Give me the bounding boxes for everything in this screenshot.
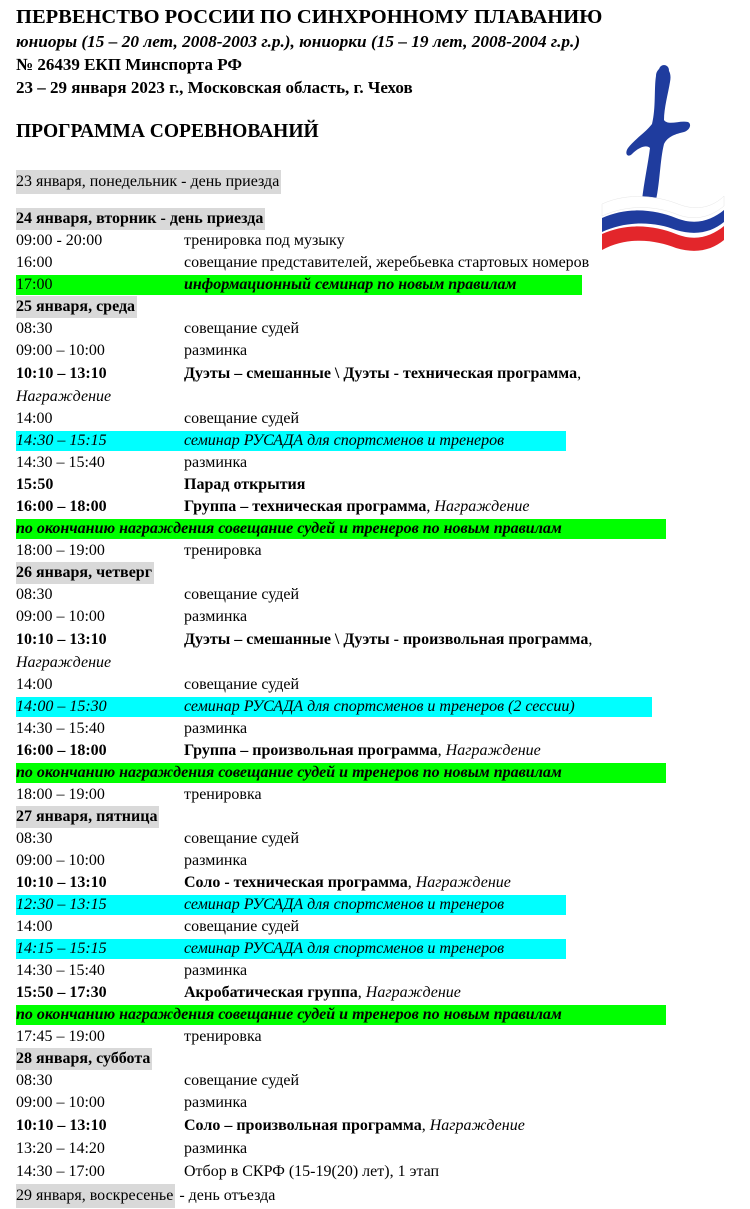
schedule-row xyxy=(16,1138,736,1160)
note-cell: по окончанию награждения совещание судей и тренеров по новым правилам xyxy=(16,1006,562,1023)
day-heading-row xyxy=(16,296,736,318)
event-cell: Группа – техническая программа xyxy=(184,498,427,515)
time-cell: 14:30 – 15:40 xyxy=(16,962,105,979)
award-note: Награждение xyxy=(434,498,530,515)
schedule-row-highlighted xyxy=(16,762,736,784)
time-cell: 14:00 xyxy=(16,676,53,693)
time-cell: 14:30 – 15:40 xyxy=(16,454,105,471)
time-cell: 08:30 xyxy=(16,586,53,603)
schedule-row xyxy=(16,584,736,606)
time-cell: 10:10 – 13:10 xyxy=(16,631,107,648)
schedule-row-highlighted xyxy=(16,696,736,718)
schedule-row: 16:00 – 18:00 Группа – техническая программа, Награждение xyxy=(16,496,736,518)
schedule-row-highlighted xyxy=(16,430,736,452)
schedule-row: 15:50 – 17:30 Акробатическая группа, Награждение xyxy=(16,982,736,1004)
dates-and-place: 23 – 29 января 2023 г., Московская область, г. Чехов xyxy=(16,78,413,97)
day-heading: 23 января, понедельник - день приезда xyxy=(16,170,281,194)
day-heading: 26 января, четверг xyxy=(16,562,154,584)
time-cell: 16:00 – 18:00 xyxy=(16,742,107,759)
time-cell: 08:30 xyxy=(16,1072,53,1089)
schedule-row xyxy=(16,362,736,386)
note-cell: по окончанию награждения совещание судей и тренеров по новым правилам xyxy=(16,520,562,537)
time-cell: 14:00 – 15:30 xyxy=(16,698,107,715)
schedule-row-highlighted xyxy=(16,938,736,960)
time-cell: 17:00 xyxy=(16,276,53,293)
time-cell: 09:00 – 10:00 xyxy=(16,852,105,869)
award-note: Награждение xyxy=(415,874,511,891)
note-cell: по окончанию награждения совещание судей и тренеров по новым правилам xyxy=(16,764,562,781)
schedule-row xyxy=(16,784,736,806)
event-cell: разминка xyxy=(184,720,248,737)
time-cell: 14:00 xyxy=(16,918,53,935)
time-cell: 09:00 – 10:00 xyxy=(16,1094,105,1111)
schedule-row-highlighted xyxy=(16,518,736,540)
day-heading: 28 января, суббота xyxy=(16,1048,152,1070)
schedule-row xyxy=(16,850,736,872)
day-heading-row xyxy=(16,208,736,230)
event-cell: семинар РУСАДА для спортсменов и тренеров xyxy=(184,432,505,449)
award-note: Награждение xyxy=(429,1117,525,1134)
event-cell: тренировка xyxy=(184,786,262,803)
award-note: Награждение xyxy=(16,388,112,405)
time-cell: 14:15 – 15:15 xyxy=(16,940,107,957)
event-cell: совещание судей xyxy=(184,1072,299,1089)
schedule-row-highlighted xyxy=(16,894,736,916)
time-cell: 13:20 – 14:20 xyxy=(16,1140,105,1157)
event-cell: разминка xyxy=(184,608,248,625)
award-note: Награждение xyxy=(445,742,541,759)
time-cell: 08:30 xyxy=(16,830,53,847)
schedule-row xyxy=(16,340,736,362)
schedule-row xyxy=(16,828,736,850)
event-cell: Акробатическая группа xyxy=(184,984,358,1001)
event-cell: семинар РУСАДА для спортсменов и тренеров xyxy=(184,940,505,957)
day-heading-row xyxy=(16,562,736,584)
event-cell: Парад открытия xyxy=(184,476,306,493)
event-cell: разминка xyxy=(184,454,248,471)
schedule-row-continuation xyxy=(16,386,736,408)
event-cell: Отбор в СКРФ (15-19(20) лет), 1 этап xyxy=(184,1163,440,1180)
schedule-row-highlighted xyxy=(16,1004,736,1026)
program-title: ПРОГРАММА СОРЕВНОВАНИЙ xyxy=(16,121,319,142)
event-cell: Соло - техническая программа xyxy=(184,874,408,891)
schedule-row: 10:10 – 13:10 Соло – произвольная программа, Награждение xyxy=(16,1114,736,1138)
time-cell: 09:00 - 20:00 xyxy=(16,232,103,249)
day-heading: 27 января, пятница xyxy=(16,806,159,828)
event-cell: разминка xyxy=(184,1094,248,1111)
time-cell: 18:00 – 19:00 xyxy=(16,542,105,559)
day-heading-row xyxy=(16,806,736,828)
time-cell: 08:30 xyxy=(16,320,53,337)
schedule-row xyxy=(16,718,736,740)
event-cell: тренировка под музыку xyxy=(184,232,345,249)
schedule-row xyxy=(16,540,736,562)
event-cell: тренировка xyxy=(184,542,262,559)
day-row-jan-29 xyxy=(16,1184,736,1208)
event-cell: информационный семинар по новым правилам xyxy=(184,276,517,293)
schedule-row xyxy=(16,252,736,274)
day-heading-row xyxy=(16,1048,736,1070)
schedule-row-continuation xyxy=(16,652,736,674)
time-cell: 09:00 – 10:00 xyxy=(16,342,105,359)
schedule-row xyxy=(16,1092,736,1114)
award-note: Награждение xyxy=(365,984,461,1001)
event-cell: Соло – произвольная программа xyxy=(184,1117,422,1134)
event-cell: совещание судей xyxy=(184,918,299,935)
schedule-row xyxy=(16,474,736,496)
day-heading: 24 января, вторник - день приезда xyxy=(16,208,265,230)
event-cell: семинар РУСАДА для спортсменов и тренеров (2 сессии) xyxy=(184,698,575,715)
event-cell: разминка xyxy=(184,852,248,869)
time-cell: 12:30 – 13:15 xyxy=(16,896,107,913)
event-cell: совещание представителей, жеребьевка стартовых номеров xyxy=(184,254,590,271)
schedule-row: 16:00 – 18:00 Группа – произвольная программа, Награждение xyxy=(16,740,736,762)
event-cell: совещание судей xyxy=(184,676,299,693)
event-cell: семинар РУСАДА для спортсменов и тренеров xyxy=(184,896,505,913)
age-groups-subtitle: юниоры (15 – 20 лет, 2008-2003 г.р.), юниорки (15 – 19 лет, 2008-2004 г.р.) xyxy=(16,32,581,51)
event-cell: разминка xyxy=(184,962,248,979)
schedule-row xyxy=(16,960,736,982)
event-cell: совещание судей xyxy=(184,830,299,847)
schedule-row xyxy=(16,452,736,474)
schedule-row xyxy=(16,1026,736,1048)
day-row-jan-23 xyxy=(16,170,736,194)
schedule-row xyxy=(16,408,736,430)
schedule-row xyxy=(16,628,736,652)
time-cell: 14:30 – 15:40 xyxy=(16,720,105,737)
schedule-row xyxy=(16,318,736,340)
time-cell: 14:30 – 17:00 xyxy=(16,1163,105,1180)
schedule-row xyxy=(16,606,736,628)
event-comma: , xyxy=(588,631,593,648)
event-cell: Дуэты – смешанные \ Дуэты - произвольная программа xyxy=(184,631,589,648)
schedule-row xyxy=(16,916,736,938)
day-heading: 25 января, среда xyxy=(16,296,137,318)
document-title: ПЕРВЕНСТВО РОССИИ ПО СИНХРОННОМУ ПЛАВАНИЮ xyxy=(16,6,603,28)
time-cell: 16:00 – 18:00 xyxy=(16,498,107,515)
ekp-number: № 26439 ЕКП Минспорта РФ xyxy=(16,55,242,74)
award-note: Награждение xyxy=(16,654,112,671)
time-cell: 18:00 – 19:00 xyxy=(16,786,105,803)
event-cell: совещание судей xyxy=(184,410,299,427)
schedule-row xyxy=(16,230,736,252)
time-cell: 09:00 – 10:00 xyxy=(16,608,105,625)
day-heading: 29 января, воскресенье xyxy=(16,1184,175,1208)
event-cell: разминка xyxy=(184,1140,248,1157)
day-note: - день отъезда xyxy=(175,1187,276,1204)
event-cell: разминка xyxy=(184,342,248,359)
time-cell: 17:45 – 19:00 xyxy=(16,1028,105,1045)
schedule-row xyxy=(16,674,736,696)
schedule-row: 10:10 – 13:10 Соло - техническая программа, Награждение xyxy=(16,872,736,894)
schedule-row xyxy=(16,1160,736,1184)
time-cell: 15:50 – 17:30 xyxy=(16,984,107,1001)
event-cell: Группа – произвольная программа xyxy=(184,742,438,759)
schedule-row xyxy=(16,1070,736,1092)
event-cell: Дуэты – смешанные \ Дуэты - техническая программа xyxy=(184,365,578,382)
time-cell: 14:00 xyxy=(16,410,53,427)
event-comma: , xyxy=(577,365,582,382)
time-cell: 15:50 xyxy=(16,476,54,493)
time-cell: 16:00 xyxy=(16,254,53,271)
time-cell: 10:10 – 13:10 xyxy=(16,365,107,382)
schedule-row-highlighted xyxy=(16,274,736,296)
event-cell: тренировка xyxy=(184,1028,262,1045)
event-cell: совещание судей xyxy=(184,586,299,603)
time-cell: 14:30 – 15:15 xyxy=(16,432,107,449)
event-cell: совещание судей xyxy=(184,320,299,337)
competition-schedule xyxy=(16,170,736,1208)
time-cell: 10:10 – 13:10 xyxy=(16,874,107,891)
time-cell: 10:10 – 13:10 xyxy=(16,1117,107,1134)
